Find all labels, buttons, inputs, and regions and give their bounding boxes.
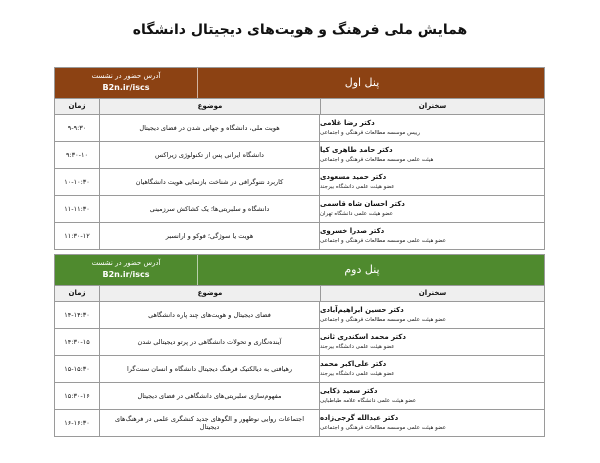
speaker-cell [320, 410, 544, 436]
speaker-name: دکتر عبدالله گرجی‌زاده [320, 414, 399, 422]
speaker-affiliation: هیئت علمی موسسه مطالعات فرهنگی و اجتماعی [320, 157, 434, 163]
address-link[interactable]: B2n.ir/iscs [102, 83, 150, 92]
session-topic: هویت یا سوژگی؛ فوکو و ارانسبر [100, 223, 320, 249]
column-topic: موضوع [100, 99, 321, 114]
panel-1 [54, 67, 545, 250]
speaker-cell [320, 196, 544, 222]
speaker-name: دکتر سعید ذکایی [320, 387, 378, 395]
session-topic: رهیافتی به دیالکتیک فرهنگ دیجیتال دانشگاه و انسان سنت‌گرا [100, 356, 320, 382]
session-time: ۱۱:۳۰-۱۲ [55, 223, 100, 249]
session-time: ۹:۳۰-۱۰ [55, 142, 100, 168]
session-topic: فضای دیجیتال و هویت‌های چند پاره دانشگاهی [100, 302, 320, 328]
session-time: ۱۵-۱۵:۳۰ [55, 356, 100, 382]
table-row [55, 302, 544, 329]
column-time: زمان [55, 99, 100, 114]
table-row [55, 356, 544, 383]
panel-1-address [55, 68, 198, 98]
speaker-name: دکتر حمید مسعودی [320, 173, 387, 181]
speaker-cell [320, 356, 544, 382]
speaker-affiliation: عضو هیئت علمی دانشگاه تهران [320, 211, 394, 217]
speaker-cell [320, 383, 544, 409]
speaker-cell [320, 223, 544, 249]
column-speaker: سخنران [418, 289, 447, 297]
table-row [55, 329, 544, 356]
speaker-name: دکتر علی‌اکبر محمد [320, 360, 387, 368]
speaker-affiliation: رییس موسسه مطالعات فرهنگی و اجتماعی [320, 130, 420, 136]
session-time: ۱۴-۱۴:۳۰ [55, 302, 100, 328]
speaker-affiliation: عضو هیئت علمی موسسه مطالعات فرهنگی و اجتماعی [320, 238, 446, 244]
speaker-affiliation: عضو هیئت علمی دانشگاه بیرجند [320, 344, 395, 350]
session-time: ۹-۹:۳۰ [55, 115, 100, 141]
session-topic: دانشگاه ایرانی پس از تکنولوژی زیراکس [100, 142, 320, 168]
table-row [55, 115, 544, 142]
address-label: آدرس حضور در نشست [91, 259, 161, 267]
speaker-cell [320, 115, 544, 141]
speaker-name: دکتر احسان شاه قاسمی [320, 200, 405, 208]
panel-2-header [55, 255, 544, 285]
speaker-cell [320, 302, 544, 328]
speaker-cell [320, 169, 544, 195]
session-topic: آینده‌نگاری و تحولات دانشگاهی در پرتو دیجیتالی شدن [100, 329, 320, 355]
column-header [55, 285, 544, 302]
panel-1-header [55, 68, 544, 98]
speaker-cell [320, 329, 544, 355]
session-time: ۱۰-۱۰:۳۰ [55, 169, 100, 195]
panel-2-address [55, 255, 198, 285]
address-label: آدرس حضور در نشست [91, 72, 161, 80]
page-title: همایش ملی فرهنگ و هویت‌های دیجیتال دانشگاه [132, 22, 468, 38]
session-topic: مفهوم‌سازی سلبریتی‌های دانشگاهی در فضای دیجیتال [100, 383, 320, 409]
column-time: زمان [55, 286, 100, 301]
session-time: ۱۵:۳۰-۱۶ [55, 383, 100, 409]
table-row [55, 142, 544, 169]
session-time: ۱۴:۳۰-۱۵ [55, 329, 100, 355]
session-topic: هویت ملی، دانشگاه و جهانی شدن در فضای دیجیتال [100, 115, 320, 141]
speaker-affiliation: عضو هیئت علمی دانشگاه بیرجند [320, 371, 395, 377]
speaker-cell [320, 142, 544, 168]
speaker-name: دکتر رضا غلامی [320, 119, 375, 127]
speaker-affiliation: عضو هیئت علمی دانشگاه علامه طباطبایی [320, 398, 417, 404]
speaker-affiliation: عضو هیئت علمی موسسه مطالعات فرهنگی و اجتماعی [320, 425, 446, 431]
column-speaker: سخنران [418, 102, 447, 110]
panel-1-title: پنل اول [344, 76, 380, 89]
speaker-name: دکتر حسین ابراهیم‌آبادی [320, 306, 404, 314]
session-time: ۱۶-۱۶:۳۰ [55, 410, 100, 436]
speaker-affiliation: عضو هیئت علمی موسسه مطالعات فرهنگی و اجتماعی [320, 317, 446, 323]
speaker-name: دکتر صدرا خسروی [320, 227, 385, 235]
session-topic: اجتماعات روایی نوظهور و الگوهای جدید کنشگری علمی در فرهنگ‌های دیجیتال [100, 410, 320, 436]
speaker-affiliation: عضو هیئت علمی دانشگاه بیرجند [320, 184, 395, 190]
column-header [55, 98, 544, 115]
address-link[interactable]: B2n.ir/iscs [102, 270, 150, 279]
table-row [55, 410, 544, 436]
session-topic: دانشگاه و سلبریتی‌ها؛ یک کشاکش سرزمینی [100, 196, 320, 222]
panel-2-title: پنل دوم [344, 263, 380, 276]
table-row [55, 169, 544, 196]
speaker-name: دکتر حامد طاهری کیا [320, 146, 393, 154]
column-topic: موضوع [100, 286, 321, 301]
session-time: ۱۱-۱۱:۳۰ [55, 196, 100, 222]
speaker-name: دکتر محمد اسکندری ثانی [320, 333, 406, 341]
panel-2 [54, 254, 545, 437]
table-row [55, 383, 544, 410]
session-topic: کاربرد نتنوگرافی در شناخت بازنمایی هویت دانشگاهیان [100, 169, 320, 195]
table-row [55, 223, 544, 249]
table-row [55, 196, 544, 223]
